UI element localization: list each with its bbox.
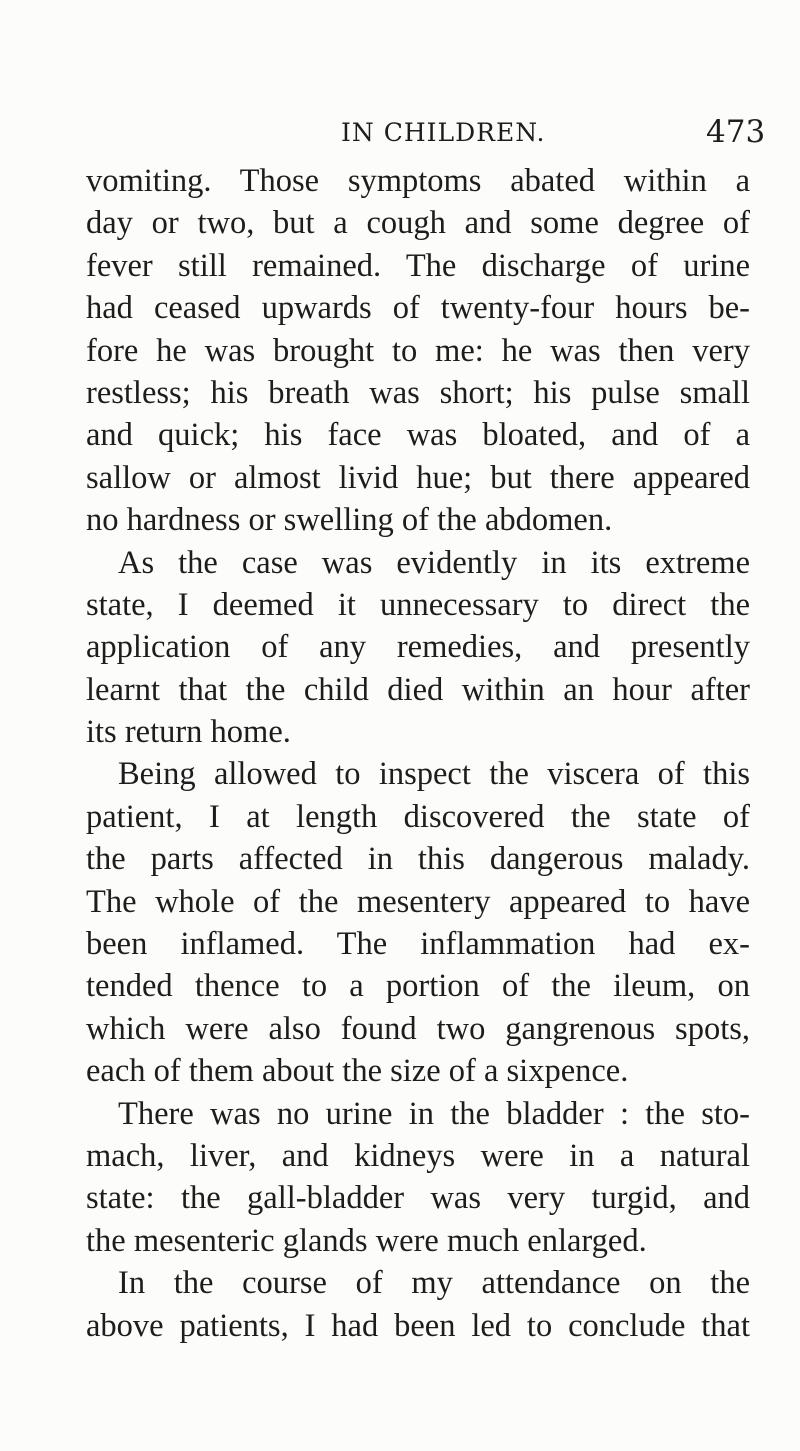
text-line: vomiting. Those symptoms abated within a xyxy=(86,163,750,199)
running-title: IN CHILDREN. xyxy=(341,118,546,147)
text-line: tended thence to a portion of the ileum, on xyxy=(86,968,750,1005)
running-head xyxy=(0,114,800,158)
text-line: As the case was evidently in its extreme xyxy=(118,544,750,581)
text-line: fever still remained. The discharge of urine xyxy=(86,247,750,284)
text-line: state: the gall-bladder was very turgid, and xyxy=(86,1180,750,1217)
text-line: There was no urine in the bladder : the sto- xyxy=(118,1095,750,1132)
text-line: and quick; his face was bloated, and of a xyxy=(86,417,750,454)
text-line: its return home. xyxy=(86,714,291,751)
text-line: had ceased upwards of twenty-four hours be- xyxy=(86,290,750,327)
text-line: above patients, I had been led to conclude that xyxy=(86,1307,750,1344)
text-line: been inflamed. The inflammation had ex- xyxy=(86,926,750,963)
text-line: restless; his breath was short; his pulse small xyxy=(86,374,750,411)
text-line: state, I deemed it unnecessary to direct the xyxy=(86,586,750,623)
text-line: the mesenteric glands were much enlarged. xyxy=(86,1222,647,1259)
text-line: application of any remedies, and presently xyxy=(86,629,750,666)
text-line: each of them about the size of a sixpence. xyxy=(86,1053,629,1090)
text-line: In the course of my attendance on the xyxy=(118,1265,750,1302)
text-line: patient, I at length discovered the state of xyxy=(86,798,750,835)
text-line: mach, liver, and kidneys were in a natural xyxy=(86,1137,750,1174)
page-number: 473 xyxy=(706,114,766,150)
text-line: learnt that the child died within an hour after xyxy=(86,671,750,708)
text-line: Being allowed to inspect the viscera of this xyxy=(118,756,750,793)
text-line: the parts affected in this dangerous malady. xyxy=(86,841,750,878)
text-line: sallow or almost livid hue; but there appeared xyxy=(86,459,750,496)
text-line: no hardness or swelling of the abdomen. xyxy=(86,502,613,539)
body-text xyxy=(86,160,750,1347)
text-line: which were also found two gangrenous spots, xyxy=(86,1010,750,1047)
text-line: fore he was brought to me: he was then very xyxy=(86,332,750,369)
text-line: day or two, but a cough and some degree of xyxy=(86,205,750,242)
text-line: The whole of the mesentery appeared to have xyxy=(86,883,750,920)
